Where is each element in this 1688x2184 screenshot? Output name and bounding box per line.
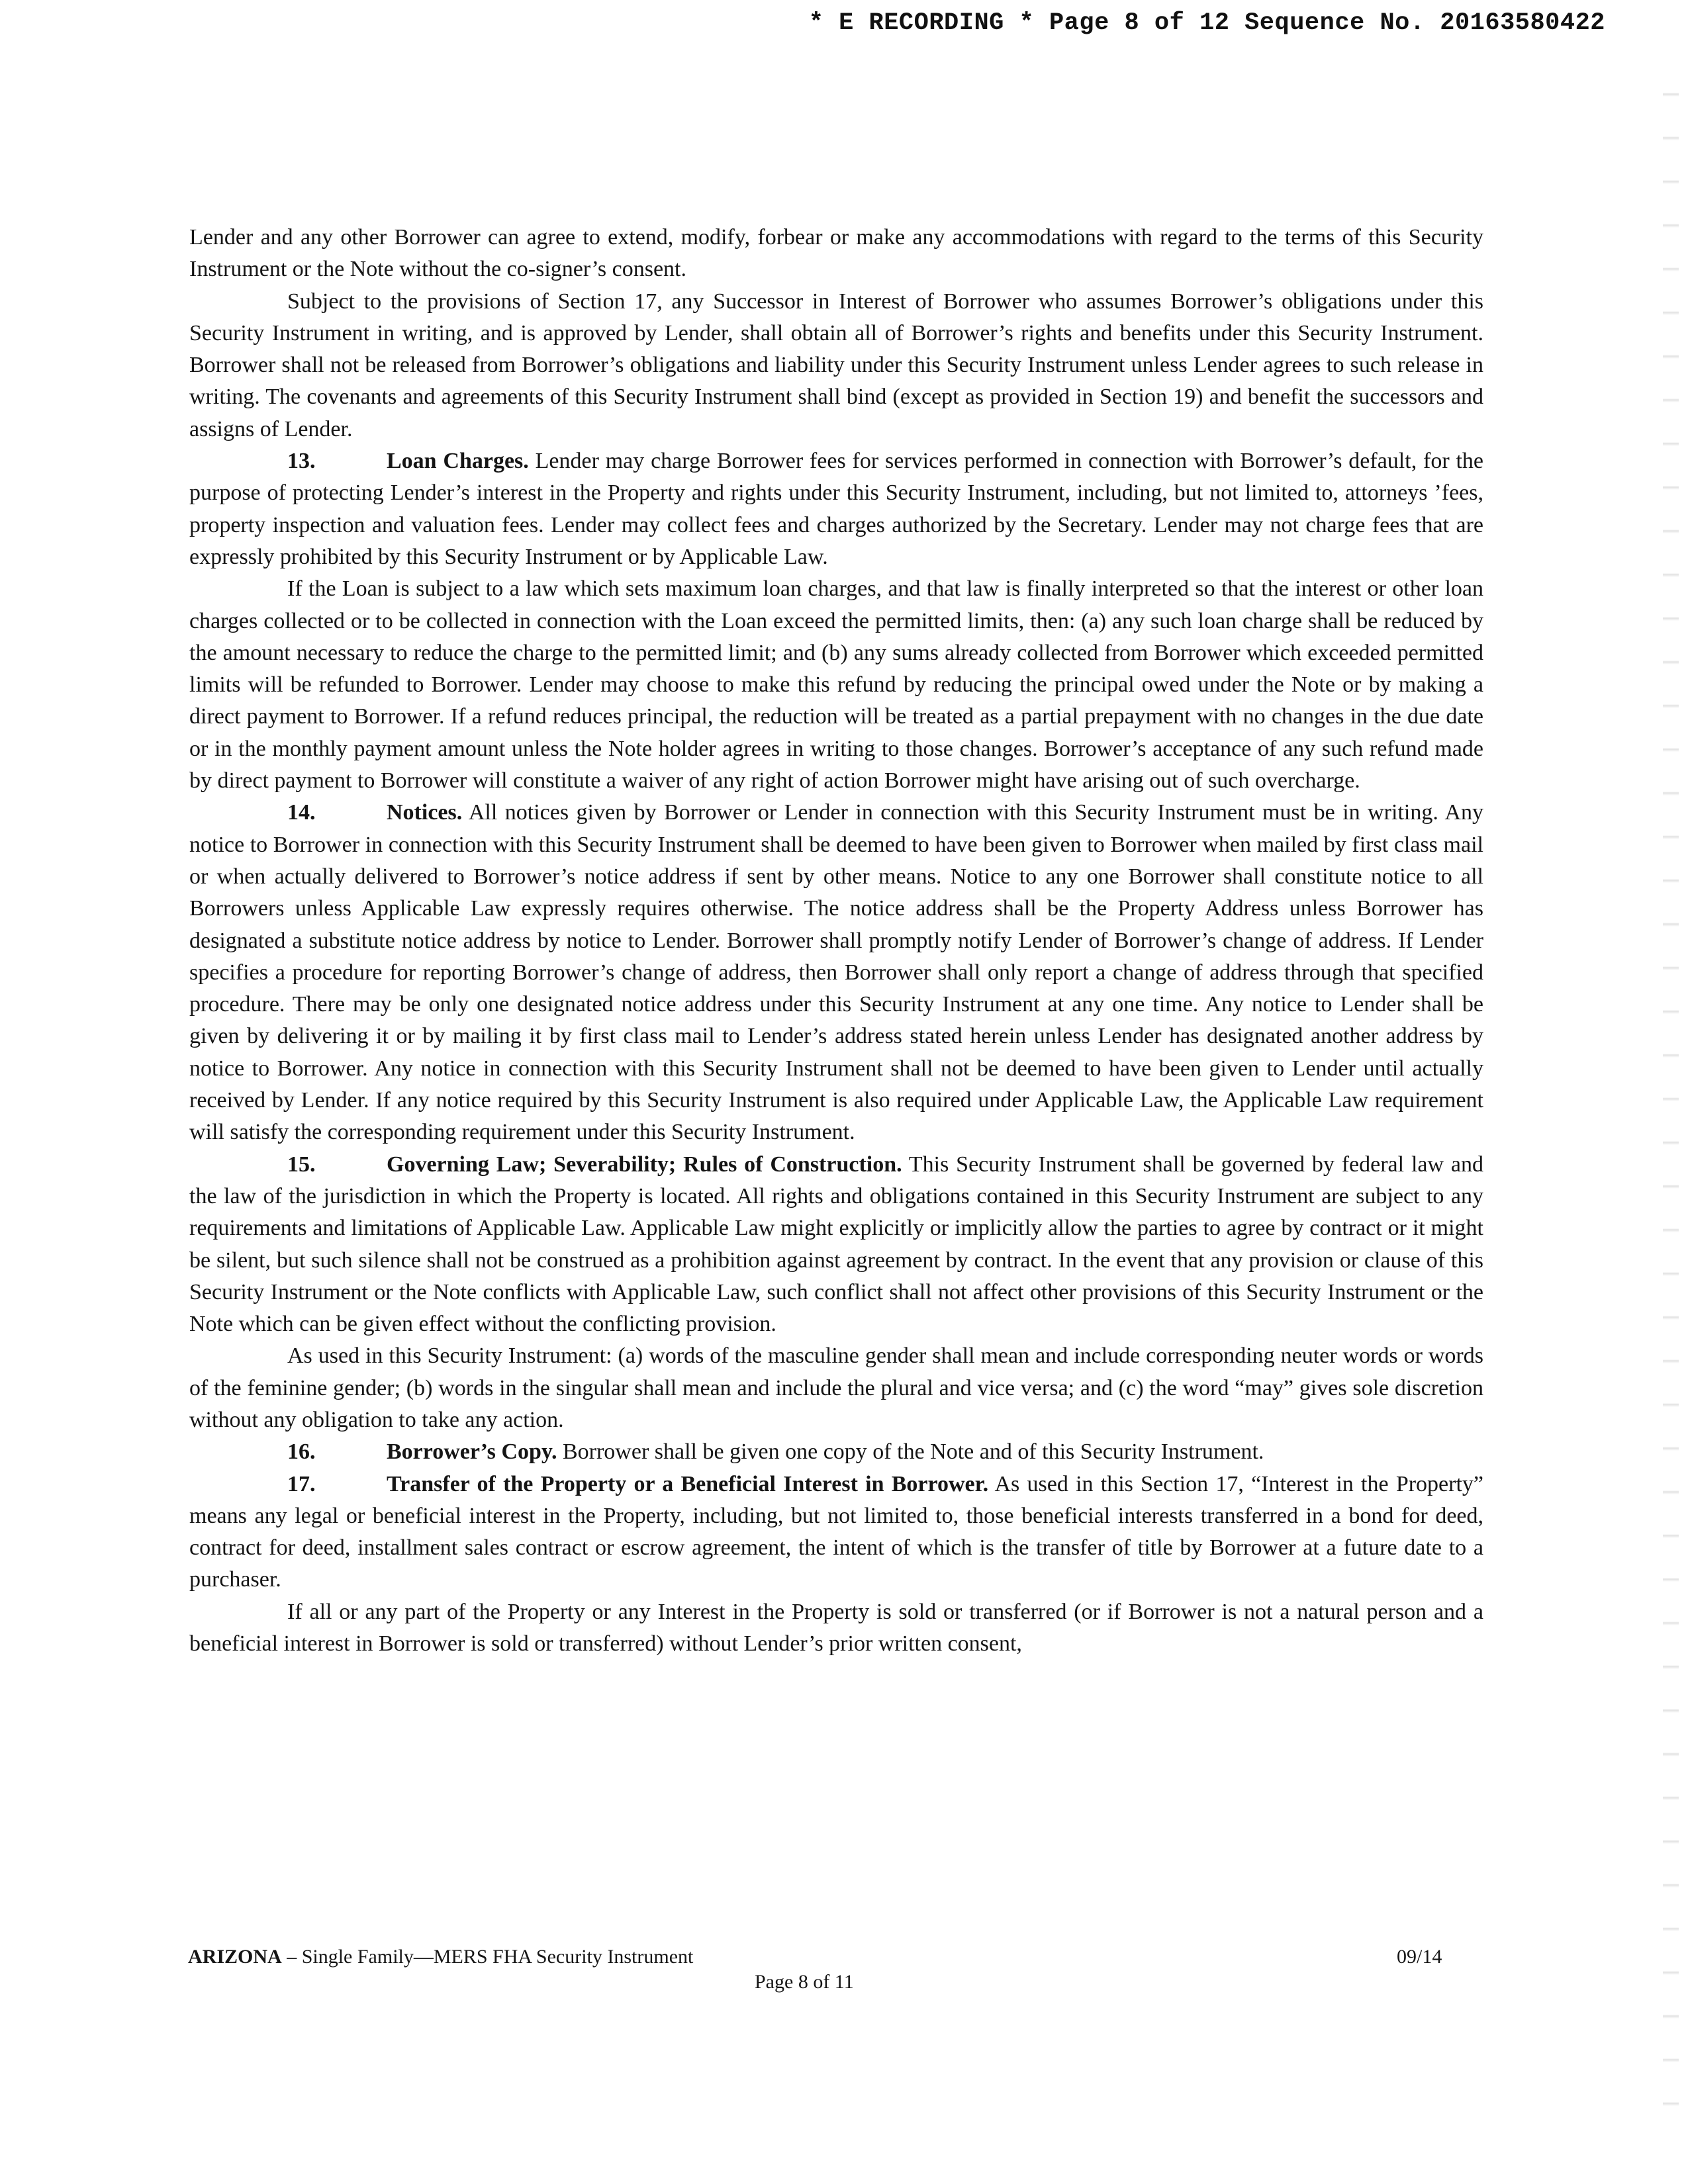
form-footer — [188, 1946, 693, 1968]
section-text: This Security Instrument shall be governed by federal law and the law of the jurisdiction in which the Property is located. All rights and obligations contained in this Security Instrument are subject to any requirements and limitations of Applicable Law. Applicable Law might explicitly or implicitly allow the parties to agree by contract or it might be silent, but such silence shall not be construed as a prohibition against agreement by contract. In the event that any provision or clause of this Security Instrument or the Note conflicts with Applicable Law, such conflict shall not affect other provisions of this Security Instrument or the Note which can be given effect without the conflicting provision. — [189, 1152, 1483, 1337]
section-number: 16. — [287, 1439, 316, 1465]
section-title: Borrower’s Copy. — [387, 1439, 557, 1465]
footer-state: ARIZONA — [188, 1946, 282, 1968]
section-16 — [189, 1436, 1483, 1468]
section-text: All notices given by Borrower or Lender in connection with this Security Instrument must be in writing. Any notice to Borrower in connection with this Security Instrument shall be deemed to have been given to Borrower when mailed by first class mail or when actually delivered to Borrower’s notice address if sent by other means. Notice to any one Borrower shall constitute notice to all Borrowers unless Applicable Law expressly requires otherwise. The notice address shall be the Property Address unless Borrower has designated a substitute notice address by notice to Lender. Borrower shall promptly notify Lender of Borrower’s change of address. If Lender specifies a procedure for reporting Borrower’s change of address, then Borrower shall only report a change of address through that specified procedure. There may be only one designated notice address under this Security Instrument at any one time. Any notice to Lender shall be given by delivering it or by mailing it by first class mail to Lender’s address stated herein unless Lender has designated another address by notice to Borrower. Any notice in connection with this Security Instrument shall not be deemed to have been given to Lender until actually received by Lender. If any notice required by this Security Instrument is also required under Applicable Law, the Applicable Law requirement will satisfy the corresponding requirement under this Security Instrument. — [189, 800, 1483, 1145]
paragraph: Subject to the provisions of Section 17, any Successor in Interest of Borrower who assumes Borrower’s obligations under this Security Instrument in writing, and is approved by Lender, shall obtain all of Borrower’s rights and benefits under this Security Instrument. Borrower shall not be released from Borrower’s obligations and liability under this Security Instrument unless Lender agrees to such release in writing. The covenants and agreements of this Security Instrument shall bind (except as provided in Section 19) and benefit the successors and assigns of Lender. — [189, 289, 1483, 441]
section-number: 15. — [287, 1152, 316, 1177]
section-title: Governing Law; Severability; Rules of Construction. — [387, 1152, 902, 1177]
section-17 — [189, 1469, 1483, 1596]
section-number: 13. — [287, 449, 316, 474]
paragraph: If the Loan is subject to a law which sets maximum loan charges, and that law is finally interpreted so that the interest or other loan charges collected or to be collected in connection with the Loan exceed the permitted limits, then: (a) any such loan charge shall be reduced by the amount necessary to reduce the charge to the permitted limit; and (b) any sums already collected from Borrower which exceeded permitted limits will be refunded to Borrower. Lender may choose to make this refund by reducing the principal owed under the Note or by making a direct payment to Borrower. If a refund reduces principal, the reduction will be treated as a partial prepayment with no changes in the due date or in the monthly payment amount unless the Note holder agrees in writing to those changes. Borrower’s acceptance of any such refund made by direct payment to Borrower will constitute a waiver of any right of action Borrower might have arising out of such overcharge. — [189, 576, 1483, 794]
section-title: Transfer of the Property or a Beneficial Interest in Borrower. — [387, 1471, 989, 1496]
paragraph: As used in this Security Instrument: (a) words of the masculine gender shall mean and include corresponding neuter words or words of the feminine gender; (b) words in the singular shall mean and include the plural and vice versa; and (c) the word “may” gives sole discretion without any obligation to take any action. — [189, 1343, 1483, 1432]
scan-edge-artifact — [1663, 53, 1679, 2144]
paragraph: Lender and any other Borrower can agree to extend, modify, forbear or make any accommodations with regard to the terms of this Security Instrument or the Note without the co-signer’s consent. — [189, 225, 1483, 282]
section-number: 17. — [287, 1471, 316, 1496]
section-text: Lender may charge Borrower fees for services performed in connection with Borrower’s default, for the purpose of protecting Lender’s interest in the Property and rights under this Security Instrument, including, but not limited to, attorneys ’fees, property inspection and valuation fees. Lender may collect fees and charges authorized by the Secretary. Lender may not charge fees that are expressly prohibited by this Security Instrument or by Applicable Law. — [189, 449, 1484, 569]
section-number: 14. — [287, 800, 316, 825]
section-text: As used in this Section 17, “Interest in the Property” means any legal or beneficial interest in the Property, including, but not limited to, those beneficial interests transferred in a bond for deed, contract for deed, installment sales contract or escrow agreement, the intent of which is the transfer of title by Borrower at a future date to a purchaser. — [189, 1471, 1484, 1592]
section-13 — [189, 445, 1483, 573]
footer-page-number: Page 8 of 11 — [755, 1971, 854, 1993]
section-15 — [189, 1149, 1483, 1341]
document-body — [189, 222, 1483, 1660]
section-title: Notices. — [387, 800, 463, 825]
paragraph: If all or any part of the Property or any Interest in the Property is sold or transferred (or if Borrower is not a natural person and a beneficial interest in Borrower is sold or transferred) without Lender’s prior written consent, — [189, 1599, 1483, 1657]
section-text: Borrower shall be given one copy of the Note and of this Security Instrument. — [557, 1439, 1264, 1465]
footer-form-date: 09/14 — [1397, 1946, 1442, 1968]
footer-form-name: – Single Family—MERS FHA Security Instrument — [281, 1946, 694, 1968]
section-14 — [189, 797, 1483, 1148]
recording-header: * E RECORDING * Page 8 of 12 Sequence No. 20163580422 — [808, 9, 1605, 37]
section-title: Loan Charges. — [387, 449, 529, 474]
